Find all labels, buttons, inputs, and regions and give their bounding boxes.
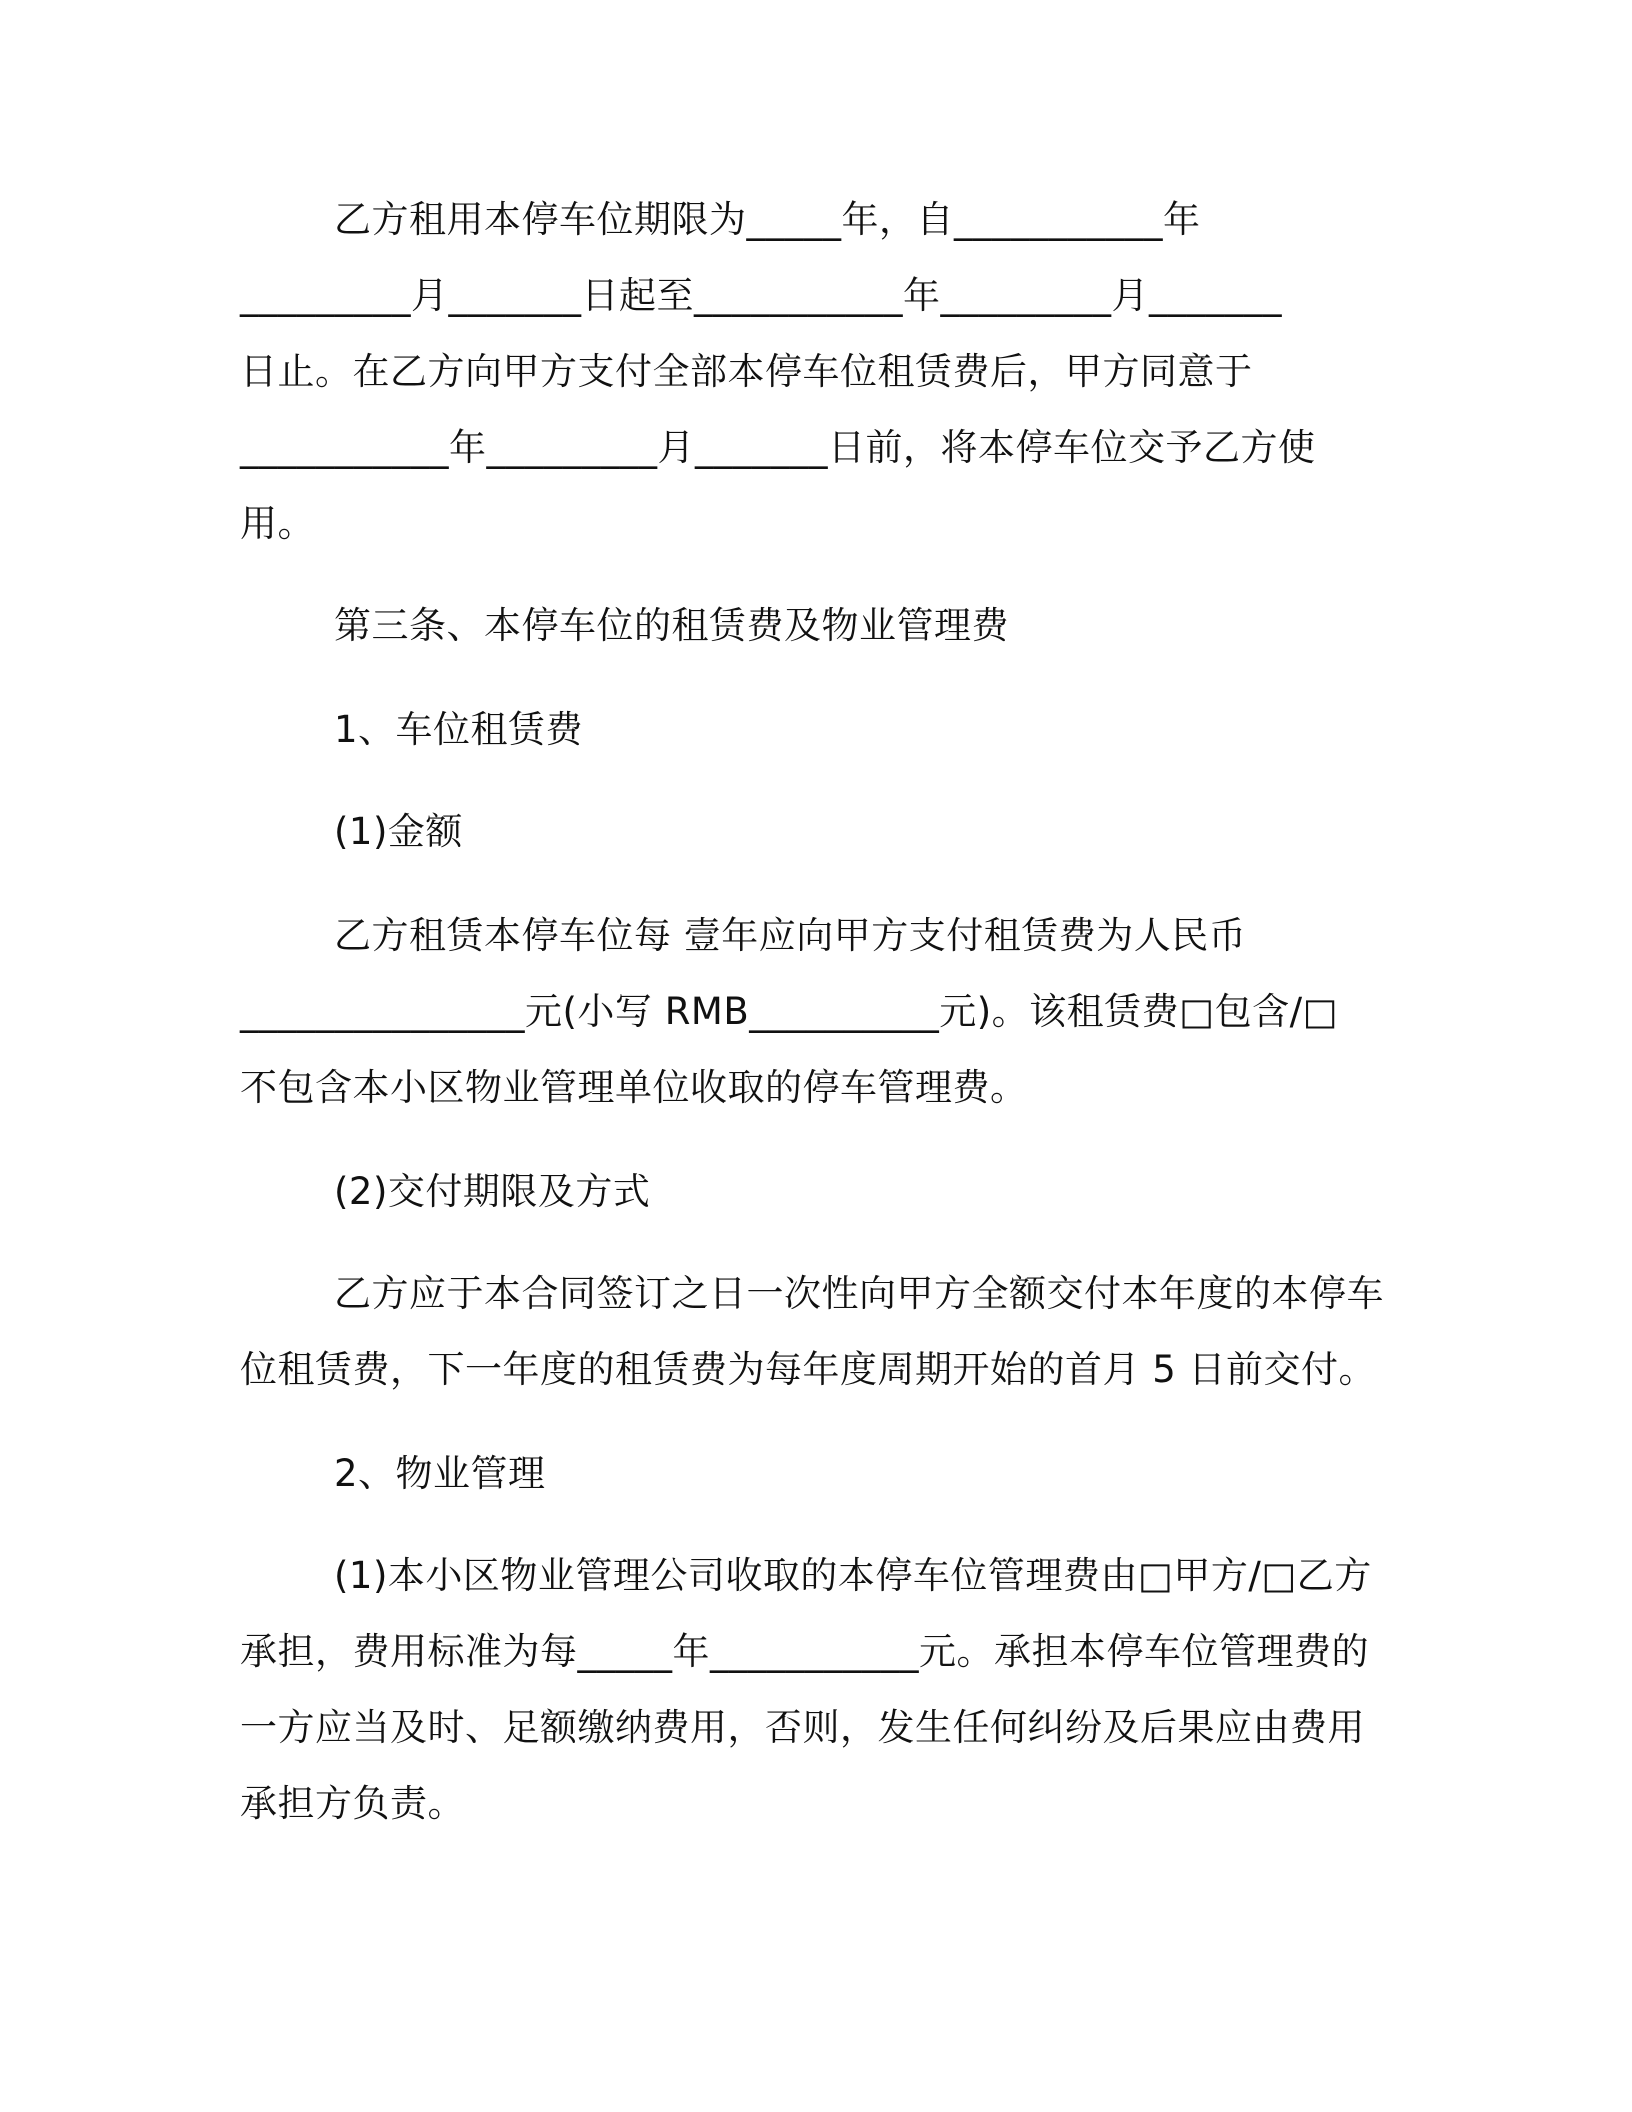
paragraph-lease-term-line-2: _________月_______日起至___________年_________月_______	[240, 274, 1282, 317]
paragraph-amount-line-2: _______________元(小写 RMB__________元)。该租赁费□包含/□	[240, 990, 1339, 1033]
paragraph-lease-term-line-3: 日止。在乙方向甲方支付全部本停车位租赁费后，甲方同意于	[240, 350, 1253, 393]
document-page	[240, 0, 1390, 2112]
paragraph-lease-term-line-4: ___________年_________月_______日前，将本停车位交予乙方使	[240, 426, 1316, 469]
article-three-heading: 第三条、本停车位的租赁费及物业管理费	[334, 604, 1009, 647]
paragraph-management-line-1: (1)本小区物业管理公司收取的本停车位管理费由□甲方/□乙方	[334, 1554, 1372, 1597]
paragraph-management-line-3: 一方应当及时、足额缴纳费用，否则，发生任何纠纷及后果应由费用	[240, 1706, 1365, 1749]
paragraph-payment-line-2: 位租赁费，下一年度的租赁费为每年度周期开始的首月 5 日前交付。	[240, 1348, 1377, 1391]
paragraph-management-line-4: 承担方负责。	[240, 1782, 465, 1825]
subsection-payment-heading: (2)交付期限及方式	[334, 1170, 651, 1213]
paragraph-amount-line-3: 不包含本小区物业管理单位收取的停车管理费。	[240, 1066, 1028, 1109]
subsection-amount-heading: (1)金额	[334, 810, 463, 853]
paragraph-lease-term-line-5: 用。	[240, 502, 315, 545]
section-property-management-heading: 2、物业管理	[334, 1452, 546, 1495]
section-rental-fee-heading: 1、车位租赁费	[334, 708, 584, 751]
paragraph-lease-term-line-1: 乙方租用本停车位期限为_____年，自___________年	[334, 198, 1201, 241]
paragraph-management-line-2: 承担，费用标准为每_____年___________元。承担本停车位管理费的	[240, 1630, 1369, 1673]
paragraph-payment-line-1: 乙方应于本合同签订之日一次性向甲方全额交付本年度的本停车	[334, 1272, 1384, 1315]
paragraph-amount-line-1: 乙方租赁本停车位每 壹年应向甲方支付租赁费为人民币	[334, 914, 1247, 957]
